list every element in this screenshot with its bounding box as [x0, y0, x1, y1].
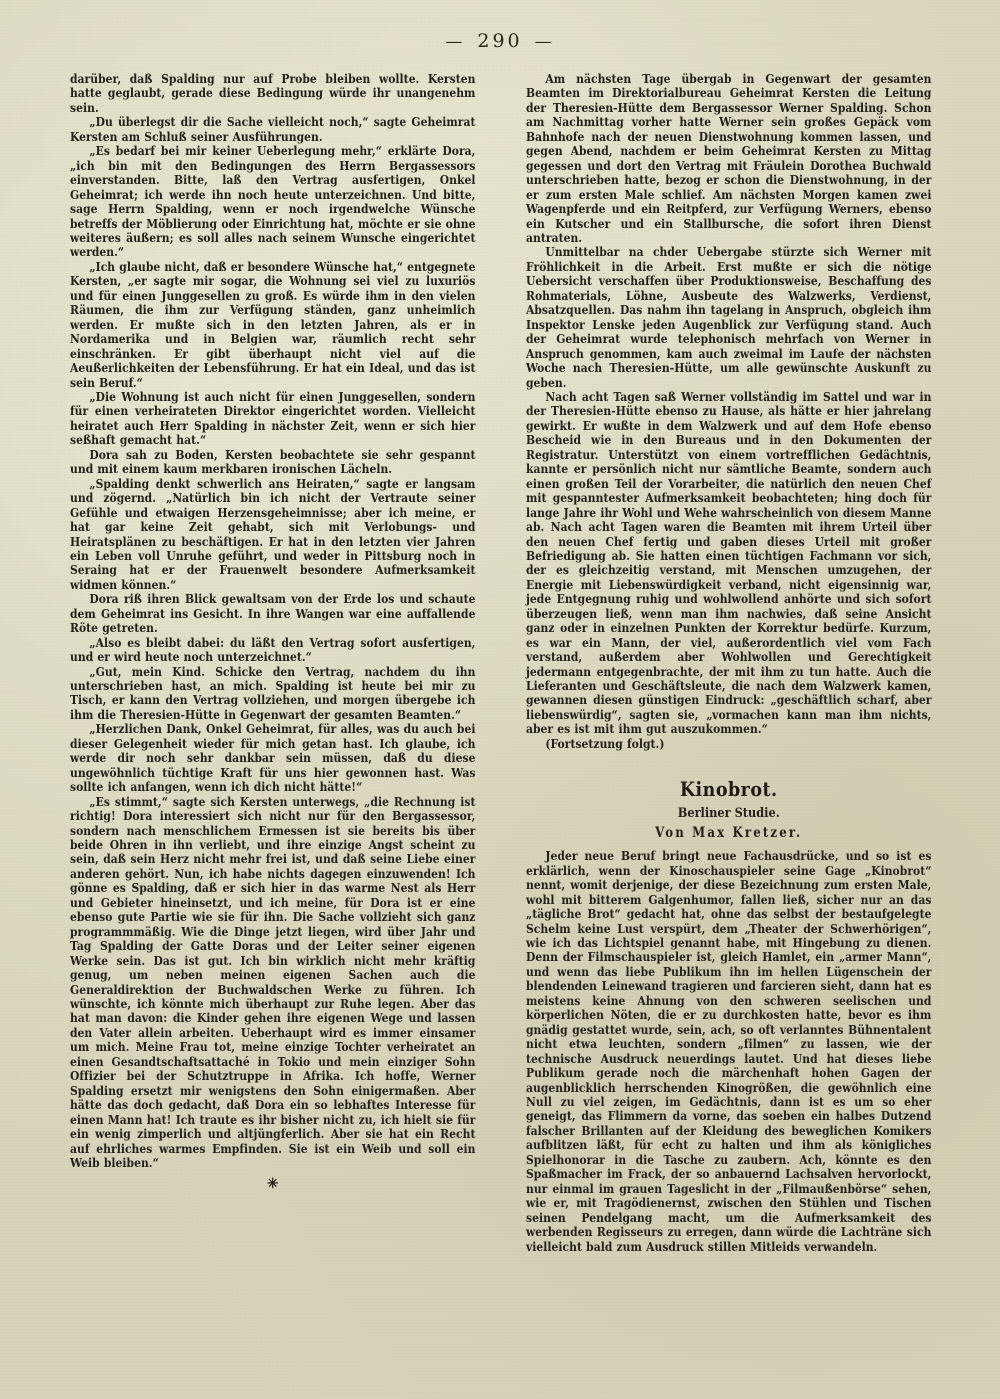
- paragraph: „Es stimmt,“ sagte sich Kersten unterwegs, „die Rechnung ist richtig! Dora interessiert sich nicht nur für den Bergassessor, sondern nach menschlichem Ermessen ist sie bereits bis über beide Ohren in ihn verliebt, und ihre einzige Angst scheint zu sein, daß sein Herz nicht mehr frei ist, und daß seine Liebe einer anderen gehört. Nun, ich habe nichts dagegen einzuwenden! Ich gönne es Spalding, daß er sich hier in das warme Nest als Herr und Gebieter hineinsetzt, und ich meine, für Dora ist er eine ebenso gute Partie wie sie für ihn. Die Sache vollzieht sich ganz programmmäßig. Wie die Dinge jetzt liegen, wird über Jahr und Tag Spalding der Gatte Doras und der Leiter seiner eigenen Werke sein. Das ist gut. Ich bin wirklich nicht mehr kräftig genug, um neben meinen eigenen Sachen auch die Generaldirektion der Buchwaldschen Werke zu führen. Ich wünschte, ich könnte mich überhaupt zur Ruhe legen. Aber das hat man davon: die Kinder gehen ihre eigenen Wege und lassen den Vater allein arbeiten. Ueberhaupt wird es immer einsamer um mich. Meine Frau tot, meine einzige Tochter verheiratet an einen Gesandtschaftsattaché in Tokio und mein einziger Sohn Offizier bei der Schutztruppe in Afrika. Ich hoffe, Werner Spalding ersetzt mir wenigstens den Sohn einigermaßen. Aber hätte das doch gedacht, daß Dora ein so lebhaftes Interesse für einen Mann hat! Ich traute es ihr bisher nicht zu, ich hielt sie für ein wenig zimperlich und altjüngferlich. Aber sie hat ein Recht auf ehrliches warmes Empfinden. Sie ist ein Weib und soll ein Weib bleiben.“: [70, 793, 476, 1170]
- paragraph: „Also es bleibt dabei: du läßt den Vertrag sofort ausfertigen, und er wird heute noch unterzeichnet.“: [70, 634, 476, 665]
- article-title: Kinobrot.: [679, 777, 778, 802]
- page-number-value: 290: [477, 30, 523, 52]
- paragraph: Dora riß ihren Blick gewaltsam von der Erde los und schaute dem Geheimrat ins Gesicht. In ihre Wangen war eine auffallende Röte getreten.: [70, 591, 476, 636]
- paragraph: „Herzlichen Dank, Onkel Geheimrat, für alles, was du auch bei dieser Gelegenheit wieder für mich getan hast. Ich glaube, ich werde dir noch sehr dankbar sein müssen, daß du diese ungewöhnlich tüchtige Kraft für uns hier gewonnen hast. Was sollte ich anfangen, wenn ich dich nicht hätte!“: [70, 721, 476, 795]
- text-columns: [70, 72, 942, 1371]
- paragraph: Nach acht Tagen saß Werner vollständig im Sattel und war in der Theresien-Hütte ebenso zu Hause, als hätte er hier jahrelang gewirkt. Er wußte in dem Walzwerk und auf dem Hofe ebenso Bescheid wie in den Bureaus und in den Dokumenten der Registratur. Unterstützt von einem vortrefflichen Gedächtnis, kannte er persönlich nicht nur sämtliche Beamte, sondern auch einen großen Teil der Vorarbeiter, die natürlich den neuen Chef mit gespanntester Aufmerksamkeit beobachteten; hing doch für lange Jahre ihr Wohl und Wehe wahrscheinlich von diesem Manne ab. Nach acht Tagen waren die Beamten mit ihrem Urteil über den neuen Chef fertig und gaben dieses Urteil mit großer Befriedigung ab. Sie hatten einen tüchtigen Fachmann vor sich, der es gleichzeitig verstand, mit Menschen umzugehen, der Energie mit Liebenswürdigkeit verband, nicht eigensinnig war, jede Entgegnung ruhig und wohlwollend anhörte und sich sofort überzeugen ließ, wenn man ihm nachwies, daß seine Ansicht ganz oder in einzelnen Punkten der Korrektur bedürfe. Kurzum, es war ein Mann, der viel, außerordentlich viel vom Fach verstand, außerdem aber Wohlwollen und Gerechtigkeit jedermann entgegenbrachte, der mit ihm zu tun hatte. Auch die Lieferanten und Geschäftsleute, die nach dem Walzwerk kamen, gewannen diesen günstigen Eindruck: „geschäftlich scharf, aber liebenswürdig“, sagten sie, „vormachen kann man ihm nichts, aber es ist mit ihm gut auszukommen.“: [526, 388, 932, 737]
- paragraph: Dora sah zu Boden, Kersten beobachtete sie sehr gespannt und mit einem kaum merkbaren ironischen Lächeln.: [70, 446, 476, 477]
- paragraph: „Ich glaube nicht, daß er besondere Wünsche hat,“ entgegnete Kersten, „er sagte mir sogar, die Wohnung sei viel zu luxuriös und für einen Junggesellen zu groß. Es würde ihm in den vielen Räumen, die ihm zur Verfügung ständen, ganz unheimlich werden. Er mußte sich in den letzten Jahren, als er in Nordamerika und in Belgien war, räumlich recht sehr einschränken. Er gibt überhaupt nicht viel auf die Aeußerlichkeiten der Lebensführung. Er hat ein Ideal, und das ist sein Beruf.“: [70, 258, 476, 390]
- paragraph: Unmittelbar na chder Uebergabe stürzte sich Werner mit Fröhlichkeit in die Arbeit. Erst mußte er sich die nötige Uebersicht verschaffen über Produktionsweise, Beschaffung des Rohmaterials, Löhne, Ausbeute des Walzwerks, Verdienst, Absatzquellen. Das nahm ihn tagelang in Anspruch, obgleich ihm Inspektor Lenske jeden Augenblick zur Verfügung stand. Auch der Geheimrat wurde telephonisch mehrfach von Werner in Anspruch genommen, kam auch zweimal im Laufe der nächsten Woche nach Theresien-Hütte, um alle gewünschte Auskunft zu geben.: [526, 244, 932, 390]
- paragraph: Jeder neue Beruf bringt neue Fachausdrücke, und so ist es erklärlich, wenn der Kinoschauspieler seine Gage „Kinobrot“ nennt, womit derjenige, der diese Bezeichnung zum ersten Male, wohl mit bitterem Galgenhumor, fallen ließ, sicher nur an das „tägliche Brot“ gedacht hat, ohne das selbst der bestaufgelegte Schelm keine Lust verspürt, dem „Theater der Schwerhörigen“, wie ich das Lichtspiel genannt habe, mit Hingebung zu dienen. Denn der Filmschauspieler ist, gleich Hamlet, ein „armer Mann“, und wenn das liebe Publikum ihn im hellen Lügenschein der blendenden Leinewand tragieren und farcieren sieht, dann hat es meistens keine Ahnung von den schweren seelischen und körperlichen Nöten, die er zu durchkosten hatte, bevor es ihm gnädig gestattet wurde, sein, ach, so oft verlanntes Bühnentalent nicht etwa leuchten, sondern „filmen“ zu lassen, wie der technische Ausdruck neuerdings lautet. Und hat dieses liebe Publikum gerade noch die märchenhaft hohen Gagen der augenblicklich herrschenden Kinogrößen, die gewöhnlich eine Null zu viel zeigen, im Gedächtnis, dann ist es um so eher geneigt, das Flimmern da vorne, das soeben ein halbes Dutzend falscher Brillanten auf der Kleidung des beweglichen Komikers aufblitzen läßt, für echt zu halten und ihm als königliches Spielhonorar in die Tasche zu zaubern. Ach, könnte es den Spaßmacher im Frack, der so anbauernd Lachsalven hervorlockt, nur einmal im grauen Tageslicht in der „Filmaußenbörse“ sehen, wie er, mit Tragödienernst, zwischen den Stühlen und Tischen seinen Pendelgang macht, um die Aufmerksamkeit des werbenden Regisseurs zu erregen, dann würde die Lachträne sich vielleicht bald zum Ausdruck stillen Mitleids verwandeln.: [526, 848, 932, 1254]
- paragraph: „Die Wohnung ist auch nicht für einen Junggesellen, sondern für einen verheirateten Direktor eingerichtet worden. Vielleicht heiratet auch Herr Spalding in nächster Zeit, wenn er sich hier seßhaft gemacht hat.“: [70, 388, 476, 448]
- paragraph: Am nächsten Tage übergab in Gegenwart der gesamten Beamten im Direktorialbureau Geheimrat Kersten die Leitung der Theresien-Hütte dem Bergassessor Werner Spalding. Schon am Nachmittag vorher hatte Werner sein großes Gepäck vom Bahnhofe nach der neuen Dienstwohnung kommen lassen, und gegen Abend, nachdem er beim Geheimrat Kersten zu Mittag gegessen und dort den Vertrag mit Fräulein Dorothea Buchwald unterschrieben hatte, bezog er schon die Dienstwohnung, in der er zum ersten Male schlief. Am nächsten Morgen kamen zwei Wagenpferde und ein Reitpferd, zur Verfügung Werners, ebenso ein Kutscher und ein Stallbursche, die sofort ihren Dienst antraten.: [526, 71, 932, 245]
- article-subtitle: Berliner Studie.: [677, 806, 780, 822]
- paragraph: „Spalding denkt schwerlich ans Heiraten,“ sagte er langsam und zögernd. „Natürlich bin ich nicht der Vertraute seiner Gefühle und etwaigen Herzensgeheimnisse; aber ich meine, er hat gar keine Zeit gehabt, sich mit Verlobungs- und Heiratsplänen zu beschäftigen. Er hat in den letzten vier Jahren ein Leben voll Unruhe geführt, und weder in Pittsburg noch in Seraing hat er der Frauenwelt besondere Aufmerksamkeit widmen können.“: [70, 475, 476, 592]
- section-ornament: ✳: [267, 1176, 279, 1193]
- page-number-header: [0, 30, 1000, 52]
- left-column: [70, 72, 475, 1371]
- paragraph: „Gut, mein Kind. Schicke den Vertrag, nachdem du ihn unterschrieben hast, an mich. Spalding ist heute bei mir zu Tisch, er kann den Vertrag vollziehen, und morgen übergebe ich ihm die Theresien-Hütte in Gegenwart der gesamten Beamten.“: [70, 663, 476, 722]
- article-author: Von Max Kretzer.: [655, 825, 803, 842]
- paragraph: „Es bedarf bei mir keiner Ueberlegung mehr,“ erklärte Dora, „ich bin mit den Bedingungen des Herrn Bergassessors einverstanden. Bitte, laß den Vertrag ausfertigen, Onkel Geheimrat; ich werde ihn noch heute unterzeichnen. Und bitte, sage Herrn Spalding, wenn er noch irgendwelche Wünsche betreffs der Möblierung oder Einrichtung hat, möchte er sie ohne weiteres äußern; es soll alles nach seinem Wunsche eingerichtet werden.“: [70, 143, 476, 260]
- paragraph: „Du überlegst dir die Sache vielleicht noch,“ sagte Geheimrat Kersten am Schluß seiner Ausführungen.: [70, 114, 476, 144]
- page-number-dash-left: —: [445, 32, 466, 52]
- right-column: [526, 72, 931, 1371]
- page-number-dash-right: —: [534, 32, 555, 52]
- continuation-note: (Fortsetzung folgt.): [545, 735, 665, 751]
- paragraph: darüber, daß Spalding nur auf Probe bleiben wollte. Kersten hatte geglaubt, gerade diese Bedingung würde ihr unangenehm sein.: [70, 71, 476, 115]
